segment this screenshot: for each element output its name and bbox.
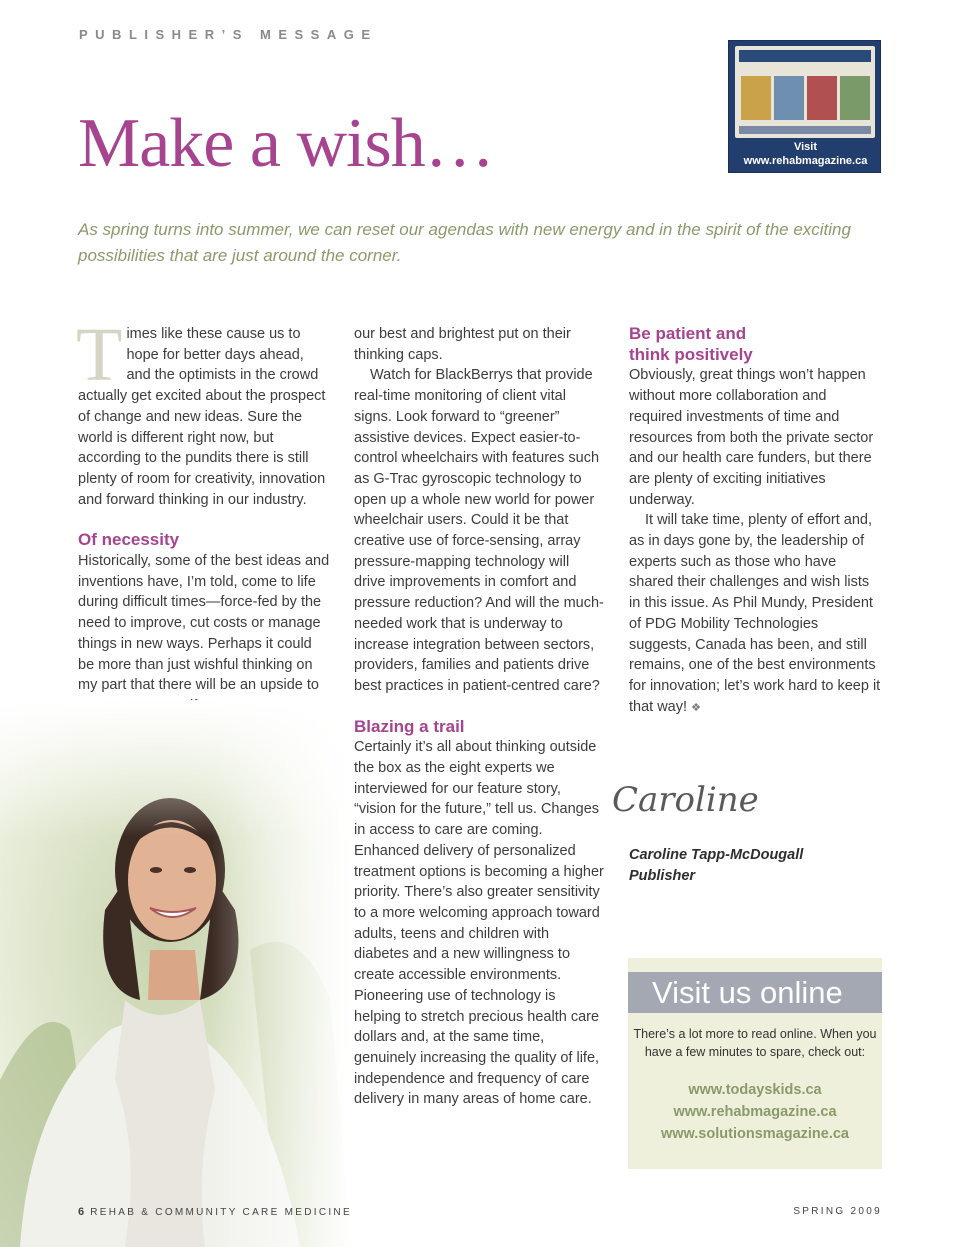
publisher-name: Caroline Tapp-McDougall	[629, 847, 804, 863]
signature-block	[629, 845, 803, 887]
link-todayskids[interactable]: www.todayskids.ca	[688, 1082, 822, 1098]
column-1	[76, 313, 330, 717]
heading-of-necessity: Of necessity	[78, 530, 180, 550]
page-number: 6	[78, 1206, 86, 1218]
paragraph-text: It will take time, plenty of effort and, as in days gone by, the leadership of experts such as those who have shared their challenges and wish lists in this issue. As Phil Mundy, President of PDG Mobility Technologies suggests, Canada has been, and still remains, one of the best environments for innovation; let’s work hard to keep it that way!	[629, 512, 881, 715]
heading-blazing-a-trail: Blazing a trail	[354, 716, 465, 736]
publisher-photo	[0, 700, 352, 1247]
paragraph: our best and brightest put on their thinking caps.	[354, 326, 571, 363]
visit-online-heading: Visit us online	[628, 972, 882, 1013]
link-solutionsmagazine[interactable]: www.solutionsmagazine.ca	[660, 1126, 849, 1142]
column-3	[629, 324, 881, 718]
intro-paragraph: imes like these cause us to hope for better days ahead, and the optimists in the crowd actually get excited about the prospect of change and new ideas. Sure the world is different right now, but according to the pundits there is still plenty of room for creativity, innovation and forward thinking in our industry.	[78, 326, 326, 508]
promo-visit-label: Visit	[793, 141, 818, 153]
deck: As spring turns into summer, we can reset our agendas with new energy and in the spirit of the exciting possibilities that are just around the corner.	[78, 220, 851, 265]
page-title: Make a wish…	[78, 105, 494, 182]
footer-left	[78, 1206, 352, 1218]
drop-cap: T	[76, 313, 123, 397]
section-label: PUBLISHER’S MESSAGE	[79, 27, 378, 42]
paragraph: Historically, some of the best ideas and inventions have, I’m told, come to life during difficult times—force-fed by the need to improve, cut costs or manage things in new ways. Perhaps it could be more than just wishful thinking on my part that there will be an upside to	[78, 553, 330, 694]
publication-name: REHAB & COMMUNITY CARE MEDICINE	[90, 1207, 352, 1218]
publisher-role: Publisher	[629, 868, 696, 884]
link-rehabmagazine[interactable]: www.rehabmagazine.ca	[673, 1104, 837, 1120]
paragraph: Obviously, great things won’t happen without more collaboration and required investments of time and resources from both the private sector and our health care funders, but there are plenty of exciting initiatives underway.	[629, 367, 874, 508]
signature-image: Caroline	[612, 780, 759, 820]
visit-online-box	[628, 958, 882, 1169]
paragraph: Certainly it’s all about thinking outside the box as the eight experts we interviewed for our feature story, “vision for the future,” tell us. Changes in access to care are coming. Enhanced delivery of personalized treatment options is becoming a higher priority. There’s also greater sensitivity to a more welcoming approach toward adults, teens and children with diabetes and a new willingness to create accessible environments. Pioneering use of technology is helping to stretch precious health care dollars and, at the same time, genuinely increasing the quality of life, independence and frequency of care delivery in many areas of home care.	[354, 739, 604, 1108]
column-2	[354, 324, 604, 1110]
promo-url[interactable]: www.rehabmagazine.ca	[743, 155, 868, 167]
paragraph: Watch for BlackBerrys that provide real-time monitoring of client vital signs. Look forward to “greener” assistive devices. Expect easier-to-control wheelchairs with features such as G-Trac gyroscopic technology to open up a whole new world for power wheelchair users. Could it be that creative use of force-sensing, array pressure-mapping technology will drive improvements in comfort and pressure reduction? And will the much-needed work that is underway to increase integration between sectors, providers, families and patients drive best practices in patient-centred care?	[354, 367, 604, 694]
website-promo[interactable]	[728, 40, 881, 173]
end-mark-icon: ❖	[691, 701, 701, 714]
visit-online-text: There’s a lot more to read online. When you have a few minutes to spare, check out:	[633, 1027, 877, 1059]
website-thumbnail	[735, 46, 875, 138]
paragraph	[629, 510, 881, 718]
heading-be-patient: Be patient and think positively	[629, 324, 753, 364]
issue-date: SPRING 2009	[793, 1206, 882, 1217]
